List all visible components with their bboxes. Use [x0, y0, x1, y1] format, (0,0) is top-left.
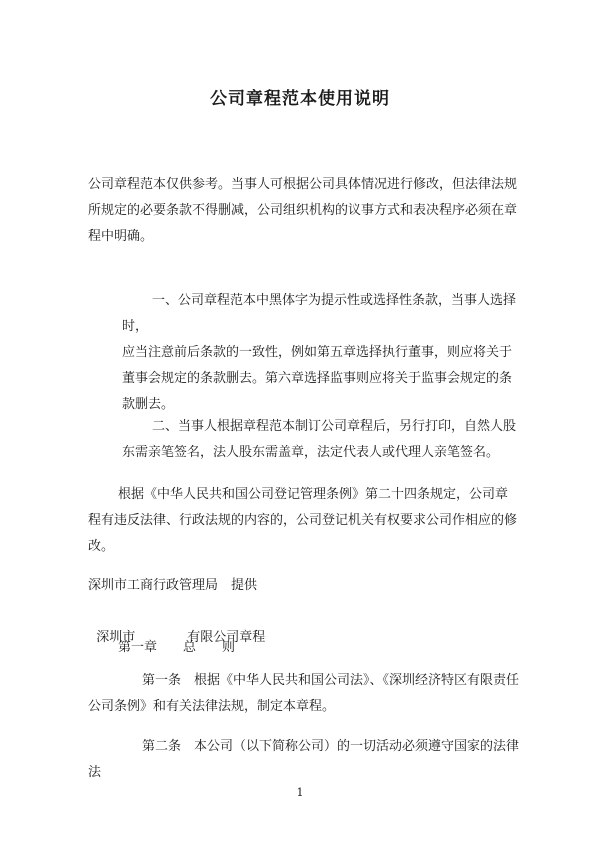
intro-paragraph: 公司章程范本仅供参考。当事人可根据公司具体情况进行修改，但法律法规所规定的必要条款不得删减，公司组织机构的议事方式和表决程序必须在章程中明确。: [88, 177, 518, 244]
page-number: 1: [296, 786, 304, 799]
article-2: 第二条 本公司（以下简称公司）的一切活动必须遵守国家的法律法: [88, 739, 520, 780]
provider-line: 深圳市工商行政管理局 提供: [88, 578, 258, 593]
instruction-item-1: [122, 288, 520, 418]
instruction-item-2: 二、当事人根据章程范本制订公司章程后，另行打印，自然人股东需亲笔签名，法人股东需盖章，法定代表人或代理人亲笔签名。: [122, 419, 517, 460]
regulation-note: 根据《中华人民共和国公司登记管理条例》第二十四条规定，公司章程有违反法律、行政法规的内容的，公司登记机关有权要求公司作相应的修改。: [88, 487, 518, 554]
company-charter-suffix: 有限公司章程: [187, 630, 266, 645]
instruction-item-1-first-line: 一、公司章程范本中黑体字为提示性或选择性条款，当事人选择时，: [122, 293, 517, 334]
article-1: 第一条 根据《中华人民共和国公司法》、《深圳经济特区有限责任公司条例》和有关法律法规，制定本章程。: [88, 673, 520, 714]
company-city: 深圳市: [96, 630, 136, 645]
document-title: 公司章程范本使用说明: [210, 89, 390, 109]
chapter-heading: 第一章 总 则: [118, 640, 236, 655]
instruction-item-1-continuation: 应当注意前后条款的一致性，例如第五章选择执行董事，则应将关于董事会规定的条款删去。第六章选择监事则应将关于监事会规定的条款删去。: [122, 345, 513, 412]
